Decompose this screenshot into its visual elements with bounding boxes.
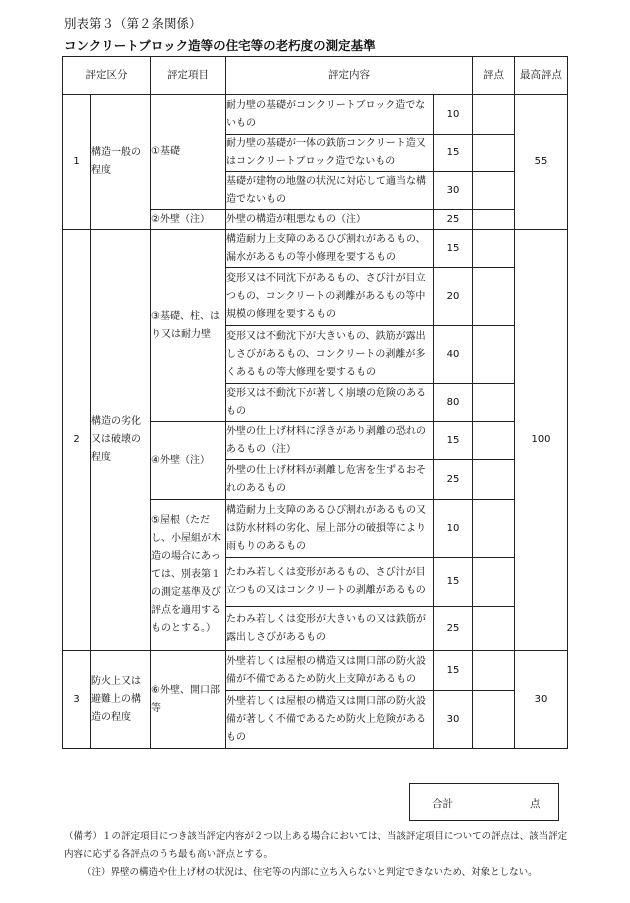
- section-number: 1: [63, 95, 91, 230]
- footnote: [82, 864, 568, 882]
- points-value: 15: [434, 230, 473, 268]
- content-text: 構造耐力上支障のあるひび割れがあるもの又は防水材料の劣化、屋上部分の破損等により雨もりのあるもの: [226, 500, 434, 558]
- header-item: 評定項目: [151, 57, 226, 95]
- appendix-caption: 別表第３（第２条関係）: [64, 16, 202, 31]
- section-number: 3: [63, 651, 91, 749]
- score-cell[interactable]: [473, 651, 515, 691]
- score-cell[interactable]: [473, 500, 515, 558]
- item-label: ⑤屋根（ただし、小屋組が木造の場合にあっては、別表第１の測定基準及び評点を適用するものとする。）: [151, 500, 226, 651]
- points-value: 15: [434, 135, 473, 172]
- score-cell[interactable]: [473, 172, 515, 210]
- content-text: 基礎が建物の地盤の状況に対応して適当な構造でないもの: [226, 172, 434, 210]
- content-text: 変形又は不動沈下が著しく崩壊の危険のあるもの: [226, 384, 434, 422]
- points-value: 80: [434, 384, 473, 422]
- score-cell[interactable]: [473, 210, 515, 230]
- remarks-text: １の評定項目につき該当評定内容が２つ以上ある場合においては、当該評定項目についての評点は、該当評定内容に応ずる各評点のうち最も高い評点とする。: [64, 831, 568, 860]
- criteria-table: [62, 56, 568, 749]
- content-text: 耐力壁の基礎がコンクリートブロック造でないもの: [226, 95, 434, 135]
- footnote-text: 界壁の構造や仕上げ材の状況は、住宅等の内部に立ち入らないと判定できないため、対象としない。: [110, 867, 538, 878]
- points-value: 25: [434, 607, 473, 651]
- footnote-label: （注）: [82, 867, 111, 878]
- item-label: ④外壁（注）: [151, 422, 226, 500]
- points-value: 20: [434, 268, 473, 326]
- points-value: 10: [434, 95, 473, 135]
- score-cell[interactable]: [473, 422, 515, 460]
- score-cell[interactable]: [473, 558, 515, 607]
- content-text: 外壁の仕上げ材料に浮きがあり剥離の恐れのあるもの（注）: [226, 422, 434, 460]
- points-value: 15: [434, 651, 473, 691]
- points-value: 30: [434, 691, 473, 749]
- content-text: 外壁の構造が粗悪なもの（注）: [226, 210, 434, 230]
- section-name: 構造の劣化又は破壊の程度: [91, 230, 151, 651]
- points-value: 15: [434, 558, 473, 607]
- header-category: 評定区分: [63, 57, 151, 95]
- score-cell[interactable]: [473, 384, 515, 422]
- table-row: [63, 95, 568, 135]
- points-value: 10: [434, 500, 473, 558]
- max-score: 30: [515, 651, 568, 749]
- points-value: 30: [434, 172, 473, 210]
- item-label: ③基礎、柱、はり又は耐力壁: [151, 230, 226, 422]
- header-max: 最高評点: [515, 57, 568, 95]
- total-label: 合計: [432, 798, 453, 810]
- section-number: 2: [63, 230, 91, 651]
- table-header-row: [63, 57, 568, 95]
- score-cell[interactable]: [473, 326, 515, 384]
- points-value: 25: [434, 460, 473, 500]
- content-text: 外壁の仕上げ材料が剥離し危害を生ずるおそれのあるもの: [226, 460, 434, 500]
- content-text: 外壁若しくは屋根の構造又は開口部の防火設備が不備であるため防火上支障があるもの: [226, 651, 434, 691]
- score-cell[interactable]: [473, 691, 515, 749]
- score-cell[interactable]: [473, 268, 515, 326]
- score-cell[interactable]: [473, 95, 515, 135]
- content-text: たわみ若しくは変形があるもの、さび汁が目立つもの又はコンクリートの剥離があるもの: [226, 558, 434, 607]
- score-cell[interactable]: [473, 460, 515, 500]
- points-value: 15: [434, 422, 473, 460]
- content-text: 変形又は不同沈下があるもの、さび汁が目立つもの、コンクリートの剥離があるもの等中規模の修理を要するもの: [226, 268, 434, 326]
- score-cell[interactable]: [473, 607, 515, 651]
- content-text: 外壁若しくは屋根の構造又は開口部の防火設備が著しく不備であるため防火上危険があるもの: [226, 691, 434, 749]
- score-cell[interactable]: [473, 135, 515, 172]
- table-row: [63, 230, 568, 268]
- section-name: 防火上又は避難上の構造の程度: [91, 651, 151, 749]
- content-text: 変形又は不動沈下が大きいもの、鉄筋が露出しさびがあるもの、コンクリートの剥離が多くあるもの等大修理を要するもの: [226, 326, 434, 384]
- content-text: 構造耐力上支障のあるひび割れがあるもの、漏水があるもの等小修理を要するもの: [226, 230, 434, 268]
- content-text: たわみ若しくは変形が大きいもの又は鉄筋が露出しさびがあるもの: [226, 607, 434, 651]
- score-cell[interactable]: [473, 230, 515, 268]
- content-text: 耐力壁の基礎が一体の鉄筋コンクリート造又はコンクリートブロック造でないもの: [226, 135, 434, 172]
- header-score: 評点: [473, 57, 515, 95]
- total-box[interactable]: [409, 783, 559, 821]
- item-label: ②外壁（注）: [151, 210, 226, 230]
- item-label: ①基礎: [151, 95, 226, 210]
- header-content: 評定内容: [226, 57, 473, 95]
- item-label: ⑥外壁、開口部等: [151, 651, 226, 749]
- total-unit: 点: [530, 798, 541, 810]
- table-row: [63, 651, 568, 691]
- section-name: 構造一般の程度: [91, 95, 151, 230]
- max-score: 100: [515, 230, 568, 651]
- points-value: 40: [434, 326, 473, 384]
- remarks-label: （備考）: [64, 831, 103, 842]
- remarks-note: [64, 828, 568, 864]
- document-title: コンクリートブロック造等の住宅等の老朽度の測定基準: [64, 38, 376, 53]
- points-value: 25: [434, 210, 473, 230]
- max-score: 55: [515, 95, 568, 230]
